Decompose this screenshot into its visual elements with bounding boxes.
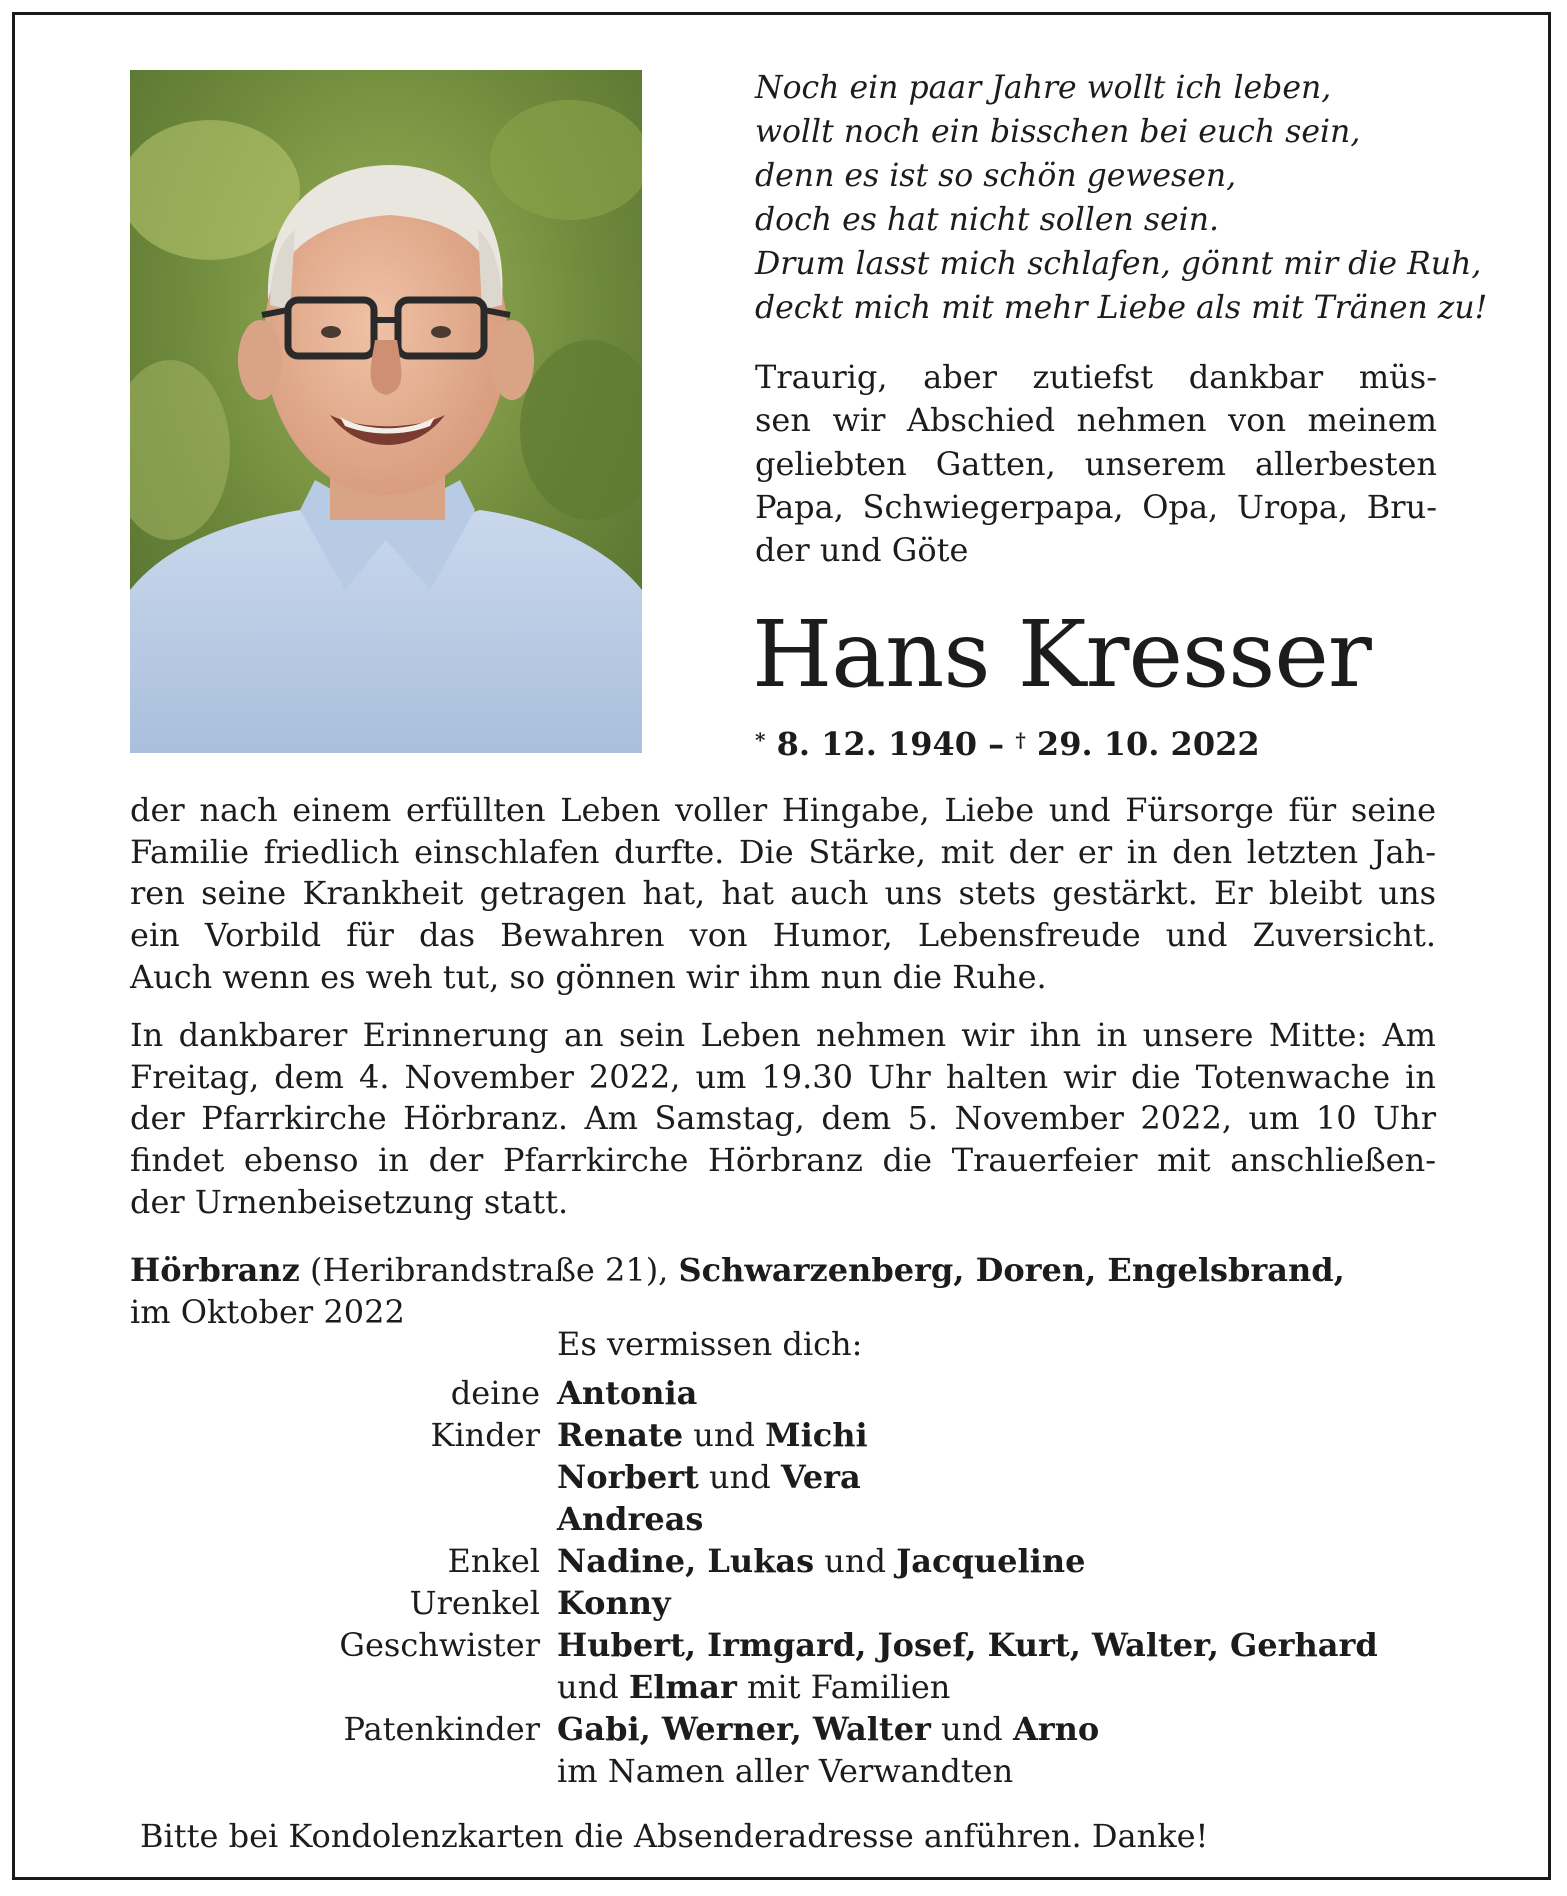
portrait-photo-icon bbox=[130, 70, 642, 753]
family-row-children bbox=[200, 1456, 1460, 1498]
intro-line: geliebten Gatten, unserem allerbesten bbox=[755, 444, 1437, 483]
birth-symbol: * bbox=[755, 728, 766, 752]
poem-line: Drum lasst mich schlafen, gönnt mir die Ruh, bbox=[755, 246, 1482, 282]
conjunction: und bbox=[693, 1416, 755, 1454]
tribute-paragraph bbox=[130, 790, 1436, 999]
poem-line: denn es ist so schön gewesen, bbox=[755, 158, 1237, 194]
family-name: Gabi, Werner, Walter bbox=[557, 1710, 931, 1748]
family-name: Renate bbox=[557, 1416, 684, 1454]
town: Hörbranz bbox=[130, 1251, 300, 1289]
conjunction: und bbox=[941, 1710, 1003, 1748]
family-name: Jacqueline bbox=[896, 1542, 1086, 1580]
family-row-wife bbox=[200, 1372, 1460, 1414]
paragraph-line: findet ebenso in der Pfarrkirche Hörbranz die Trauerfeier mit anschließen- bbox=[130, 1141, 1436, 1180]
address: (Heribrandstraße 21), bbox=[310, 1251, 669, 1289]
conjunction: und bbox=[557, 1668, 619, 1706]
paragraph-line: Familie friedlich einschlafen durfte. Die Stärke, mit der er in den letzten Jah- bbox=[130, 832, 1436, 871]
death-symbol: † bbox=[1015, 728, 1026, 752]
death-date: 29. 10. 2022 bbox=[1036, 725, 1260, 763]
family-name: Michi bbox=[765, 1416, 868, 1454]
family-row-godchildren bbox=[200, 1708, 1460, 1750]
family-list bbox=[200, 1372, 1460, 1792]
paragraph-line: In dankbarer Erinnerung an sein Leben nehmen wir ihn in unsere Mitte: Am bbox=[130, 1016, 1436, 1054]
paragraph-line: der Pfarrkirche Hörbranz. Am Samstag, dem 5. November 2022, um 10 Uhr bbox=[130, 1099, 1436, 1138]
family-name: Vera bbox=[780, 1458, 861, 1496]
intro-line: sen wir Abschied nehmen von meinem bbox=[755, 401, 1437, 440]
life-dates bbox=[755, 722, 1260, 766]
poem-line: doch es hat nicht sollen sein. bbox=[755, 202, 1219, 238]
poem-line: Noch ein paar Jahre wollt ich leben, bbox=[755, 70, 1332, 106]
date-line: im Oktober 2022 bbox=[130, 1293, 405, 1331]
family-row-children bbox=[200, 1414, 1460, 1456]
conjunction: und bbox=[824, 1542, 886, 1580]
family-name: Hubert, Irmgard, Josef, Kurt, Walter, Gerhard bbox=[557, 1626, 1378, 1664]
relation-label: Geschwister bbox=[339, 1626, 540, 1664]
family-row-siblings bbox=[200, 1666, 1460, 1708]
relation-label: deine bbox=[450, 1374, 540, 1412]
closing-note: Bitte bei Kondolenzkarten die Absenderadresse anführen. Danke! bbox=[140, 1817, 1209, 1855]
poem-line: wollt noch ein bisschen bei euch sein, bbox=[755, 114, 1361, 150]
intro-line: der und Göte bbox=[755, 531, 969, 570]
relation-label: Enkel bbox=[447, 1542, 540, 1580]
poem bbox=[755, 66, 1515, 330]
family-row-relatives bbox=[200, 1750, 1460, 1792]
suffix: mit Familien bbox=[747, 1668, 951, 1706]
family-name: Elmar bbox=[628, 1668, 737, 1706]
family-row-great-grandchildren bbox=[200, 1582, 1460, 1624]
intro-line: Papa, Schwiegerpapa, Opa, Uropa, Bru- bbox=[755, 487, 1437, 526]
family-name: Arno bbox=[1012, 1710, 1100, 1748]
family-name: Nadine, Lukas bbox=[557, 1542, 815, 1580]
other-places: Schwarzenberg, Doren, Engelsbrand, bbox=[678, 1251, 1345, 1289]
funeral-details-paragraph bbox=[130, 1015, 1436, 1224]
family-row-siblings bbox=[200, 1624, 1460, 1666]
relation-label: Kinder bbox=[430, 1416, 540, 1454]
intro-text bbox=[755, 356, 1437, 572]
family-name: Andreas bbox=[557, 1500, 704, 1538]
relation-label: Urenkel bbox=[409, 1584, 540, 1622]
paragraph-line: Freitag, dem 4. November 2022, um 19.30 Uhr halten wir die Totenwache in bbox=[130, 1057, 1436, 1096]
missing-heading: Es vermissen dich: bbox=[557, 1325, 863, 1363]
relation-label: Patenkinder bbox=[343, 1710, 540, 1748]
place-and-date bbox=[130, 1249, 1436, 1333]
paragraph-line: der Urnenbeisetzung statt. bbox=[130, 1182, 569, 1221]
paragraph-line: der nach einem erfüllten Leben voller Hingabe, Liebe und Fürsorge für seine bbox=[130, 791, 1436, 829]
portrait-photo bbox=[130, 70, 642, 753]
family-row-grandchildren bbox=[200, 1540, 1460, 1582]
paragraph-line: Auch wenn es weh tut, so gönnen wir ihm nun die Ruhe. bbox=[130, 957, 1047, 996]
conjunction: und bbox=[709, 1458, 771, 1496]
family-row-children bbox=[200, 1498, 1460, 1540]
paragraph-line: ein Vorbild für das Bewahren von Humor, Lebensfreude und Zuversicht. bbox=[130, 916, 1436, 955]
birth-date: 8. 12. 1940 bbox=[776, 725, 978, 763]
family-name: Konny bbox=[557, 1584, 671, 1622]
paragraph-line: ren seine Krankheit getragen hat, hat auch uns stets gestärkt. Er bleibt uns bbox=[130, 874, 1436, 913]
poem-line: deckt mich mit mehr Liebe als mit Tränen zu! bbox=[755, 290, 1488, 326]
date-separator: – bbox=[988, 725, 1005, 763]
deceased-name: Hans Kresser bbox=[752, 601, 1371, 708]
family-name: Norbert bbox=[557, 1458, 699, 1496]
relatives-line: im Namen aller Verwandten bbox=[557, 1752, 1014, 1790]
intro-line: Traurig, aber zutiefst dankbar müs- bbox=[755, 358, 1437, 396]
family-name: Antonia bbox=[557, 1374, 698, 1412]
